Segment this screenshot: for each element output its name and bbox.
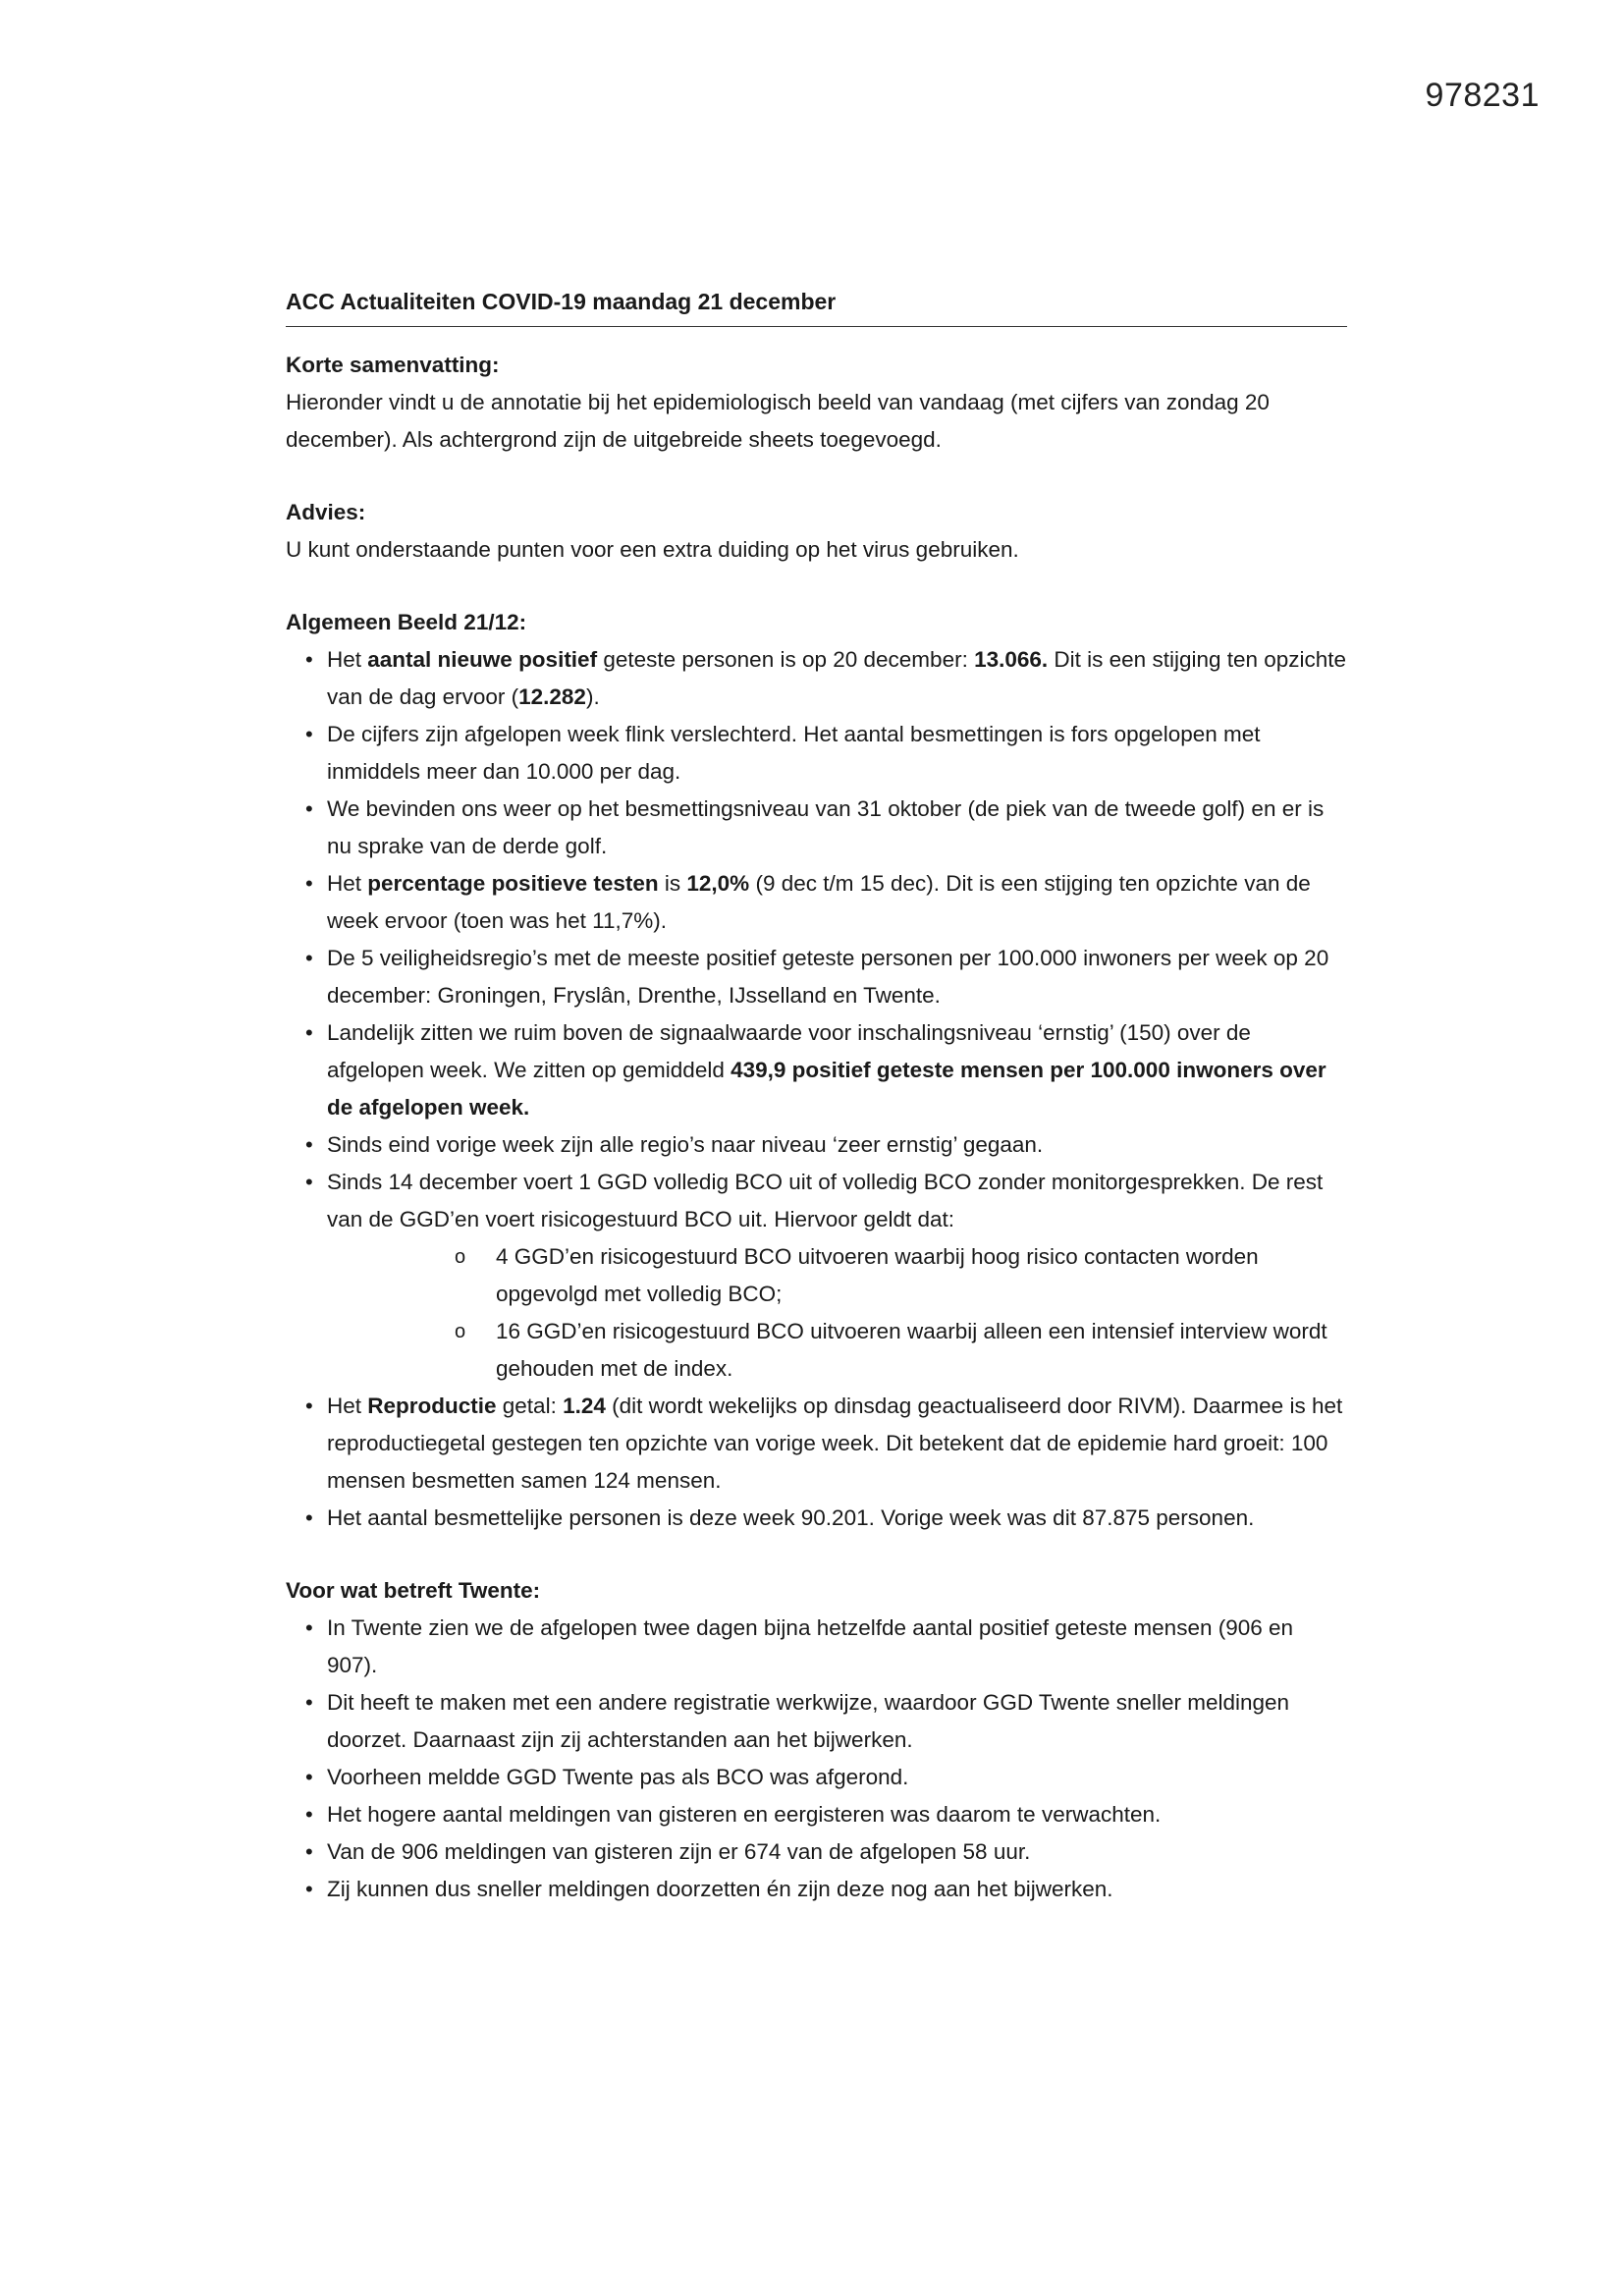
document-body — [286, 283, 1347, 1908]
advice-text: U kunt onderstaande punten voor een extra duiding op het virus gebruiken. — [286, 537, 1019, 562]
list-item: • Zij kunnen dus sneller meldingen doorzetten én zijn deze nog aan het bijwerken. — [286, 1871, 1347, 1908]
list-item: • Het aantal nieuwe positief geteste personen is op 20 december: 13.066. Dit is een stijging ten opzichte van de dag ervoor (12.282). — [286, 641, 1347, 716]
list-item: • Het Reproductie getal: 1.24 (dit wordt wekelijks op dinsdag geactualiseerd door RIVM). Daarmee is het reproductiegetal gestegen ten opzichte van vorige week. Dit betekent dat de epidemie hard groeit: 100 mensen besmetten samen 124 mensen. — [286, 1388, 1347, 1500]
list-item: • Sinds 14 december voert 1 GGD volledig BCO uit of volledig BCO zonder monitorgesprekken. De rest van de GGD’en voert risicogestuurd BCO uit. Hiervoor geldt dat: o 4 GGD’en risicogestuurd BCO uitvoeren waarbij hoog risico contacten worden opgevolgd met volledig BCO; o 16 GGD’en risicogestuurd BCO uitvoeren waarbij alleen een intensief interview wordt gehouden met de index. — [286, 1164, 1347, 1388]
advice-heading: Advies: — [286, 500, 366, 524]
general-heading: Algemeen Beeld 21/12: — [286, 610, 527, 634]
list-item: • Sinds eind vorige week zijn alle regio’s naar niveau ‘zeer ernstig’ gegaan. — [286, 1126, 1347, 1164]
document-title: ACC Actualiteiten COVID-19 maandag 21 december — [286, 283, 1347, 327]
list-item: • Het aantal besmettelijke personen is deze week 90.201. Vorige week was dit 87.875 personen. — [286, 1500, 1347, 1537]
summary-text: Hieronder vindt u de annotatie bij het epidemiologisch beeld van vandaag (met cijfers van zondag 20 december). Als achtergrond zijn de uitgebreide sheets toegevoegd. — [286, 390, 1270, 452]
spacer — [286, 459, 1347, 494]
twente-bullet-list — [286, 1610, 1347, 1908]
list-item: • Het hogere aantal meldingen van gisteren en eergisteren was daarom te verwachten. — [286, 1796, 1347, 1833]
list-item: • Dit heeft te maken met een andere registratie werkwijze, waardoor GGD Twente sneller meldingen doorzet. Daarnaast zijn zij achterstanden aan het bijwerken. — [286, 1684, 1347, 1759]
sub-list-item: o 4 GGD’en risicogestuurd BCO uitvoeren waarbij hoog risico contacten worden opgevolgd met volledig BCO; — [327, 1238, 1347, 1313]
twente-heading: Voor wat betreft Twente: — [286, 1578, 541, 1603]
list-item: • Voorheen meldde GGD Twente pas als BCO was afgerond. — [286, 1759, 1347, 1796]
spacer — [286, 569, 1347, 604]
sub-list-item: o 16 GGD’en risicogestuurd BCO uitvoeren waarbij alleen een intensief interview wordt gehouden met de index. — [327, 1313, 1347, 1388]
general-bullet-list — [286, 641, 1347, 1537]
list-item: • Het percentage positieve testen is 12,0% (9 dec t/m 15 dec). Dit is een stijging ten opzichte van de week ervoor (toen was het 11,7%). — [286, 865, 1347, 940]
list-item: • We bevinden ons weer op het besmettingsniveau van 31 oktober (de piek van de tweede golf) en er is nu sprake van de derde golf. — [286, 791, 1347, 865]
bco-sub-list — [327, 1238, 1347, 1388]
list-item: • Van de 906 meldingen van gisteren zijn er 674 van de afgelopen 58 uur. — [286, 1833, 1347, 1871]
list-item: • Landelijk zitten we ruim boven de signaalwaarde voor inschalingsniveau ‘ernstig’ (150) over de afgelopen week. We zitten op gemiddeld 439,9 positief geteste mensen per 100.000 inwoners over de afgelopen week. — [286, 1014, 1347, 1126]
list-item: • De 5 veiligheidsregio’s met de meeste positief geteste personen per 100.000 inwoners per week op 20 december: Groningen, Fryslân, Drenthe, IJsselland en Twente. — [286, 940, 1347, 1014]
list-item: • In Twente zien we de afgelopen twee dagen bijna hetzelfde aantal positief geteste mensen (906 en 907). — [286, 1610, 1347, 1684]
list-item: • De cijfers zijn afgelopen week flink verslechterd. Het aantal besmettingen is fors opgelopen met inmiddels meer dan 10.000 per dag. — [286, 716, 1347, 791]
document-number: 978231 — [1425, 77, 1540, 114]
spacer — [286, 1537, 1347, 1572]
summary-heading: Korte samenvatting: — [286, 353, 500, 377]
